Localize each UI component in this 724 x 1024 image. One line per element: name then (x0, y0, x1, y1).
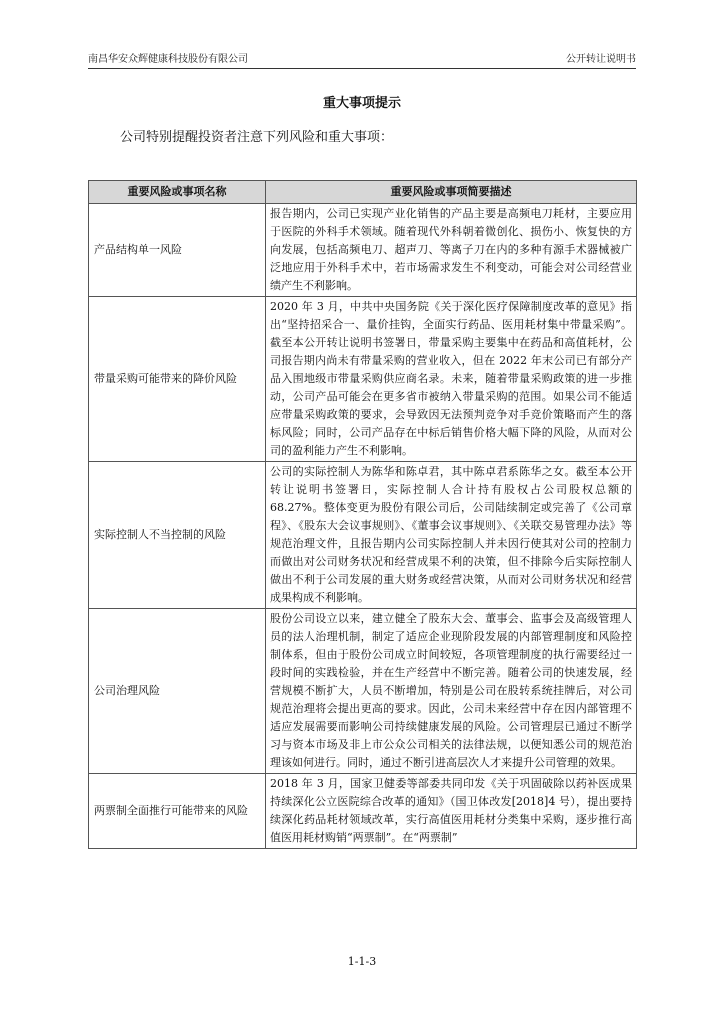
risk-description: 2018 年 3 月，国家卫健委等部委共同印发《关于巩固破除以药补医成果持续深化公立医院综合改革的通知》（国卫体改发[2018]4 号），提出要持续深化药品耗材领域改革，实行高值医用耗材分类集中采购，逐步推行高值医用耗材购销“两票制”。在“两票制” (266, 774, 637, 849)
table-header-row (89, 181, 637, 204)
table-row (89, 297, 637, 462)
header-document-type: 公开转让说明书 (566, 54, 636, 65)
page-header (88, 50, 636, 66)
risk-name: 公司治理风险 (89, 609, 266, 774)
column-header-risk-name: 重要风险或事项名称 (89, 181, 266, 204)
risk-name: 实际控制人不当控制的风险 (89, 462, 266, 609)
risk-description: 报告期内，公司已实现产业化销售的产品主要是高频电刀耗材，主要应用于医院的外科手术领域。随着现代外科朝着微创化、损伤小、恢复快的方向发展，包括高频电刀、超声刀、等离子刀在内的多种有源手术器械被广泛地应用于外科手术中，若市场需求发生不利变动，可能会对公司经营业绩产生不利影响。 (266, 204, 637, 297)
risk-description: 股份公司设立以来，建立健全了股东大会、董事会、监事会及高级管理人员的法人治理机制，制定了适应企业现阶段发展的内部管理制度和风险控制体系，但由于股份公司成立时间较短，各项管理制度的执行需要经过一段时间的实践检验，并在生产经营中不断完善。随着公司的快速发展，经营规模不断扩大，人员不断增加，特别是公司在股转系统挂牌后，对公司规范治理将会提出更高的要求。因此，公司未来经营中存在因内部管理不适应发展需要而影响公司持续健康发展的风险。公司管理层已通过不断学习与资本市场及非上市公众公司相关的法律法规，以便知悉公司的规范治理该如何进行。同时，通过不断引进高层次人才来提升公司管理的效果。 (266, 609, 637, 774)
risk-description: 2020 年 3 月，中共中央国务院《关于深化医疗保障制度改革的意见》指出“坚持招采合一、量价挂钩，全面实行药品、医用耗材集中带量采购”。截至本公开转让说明书签署日，带量采购主要集中在药品和高值耗材，公司报告期内尚未有带量采购的营业收入，但在 2022 年末公司已有部分产品入围地级市带量采购供应商名录。未来，随着带量采购政策的进一步推动，公司产品可能会在更多省市被纳入带量采购的范围。如果公司不能适应带量采购政策的要求，会导致因无法预判竞争对手竞价策略而产生的落标风险；同时，公司产品存在中标后销售价格大幅下降的风险，从而对公司的盈利能力产生不利影响。 (266, 297, 637, 462)
table-row (89, 204, 637, 297)
risk-description: 公司的实际控制人为陈华和陈卓君，其中陈卓君系陈华之女。截至本公开转让说明书签署日，实际控制人合计持有股权占公司股权总额的 68.27%。整体变更为股份有限公司后，公司陆续制定或完善了《公司章程》、《股东大会议事规则》、《董事会议事规则》、《关联交易管理办法》等规范治理文件，且报告期内公司实际控制人并未因行使其对公司的控制力而做出对公司财务状况和经营成果不利的决策，但不排除今后实际控制人做出不利于公司发展的重大财务或经营决策，从而对公司财务状况和经营成果构成不利影响。 (266, 462, 637, 609)
table-row (89, 774, 637, 849)
page-number: 1-1-3 (347, 955, 377, 968)
column-header-risk-description: 重要风险或事项简要描述 (266, 181, 637, 204)
page-title: 重大事项提示 (322, 96, 401, 111)
risk-table (88, 180, 637, 849)
intro-text: 公司特别提醒投资者注意下列风险和重大事项： (120, 130, 394, 145)
header-company-name: 南昌华安众辉健康科技股份有限公司 (88, 54, 248, 65)
table-row (89, 609, 637, 774)
risk-name: 两票制全面推行可能带来的风险 (89, 774, 266, 849)
header-divider (88, 68, 636, 69)
table-row (89, 462, 637, 609)
risk-name: 产品结构单一风险 (89, 204, 266, 297)
risk-name: 带量采购可能带来的降价风险 (89, 297, 266, 462)
